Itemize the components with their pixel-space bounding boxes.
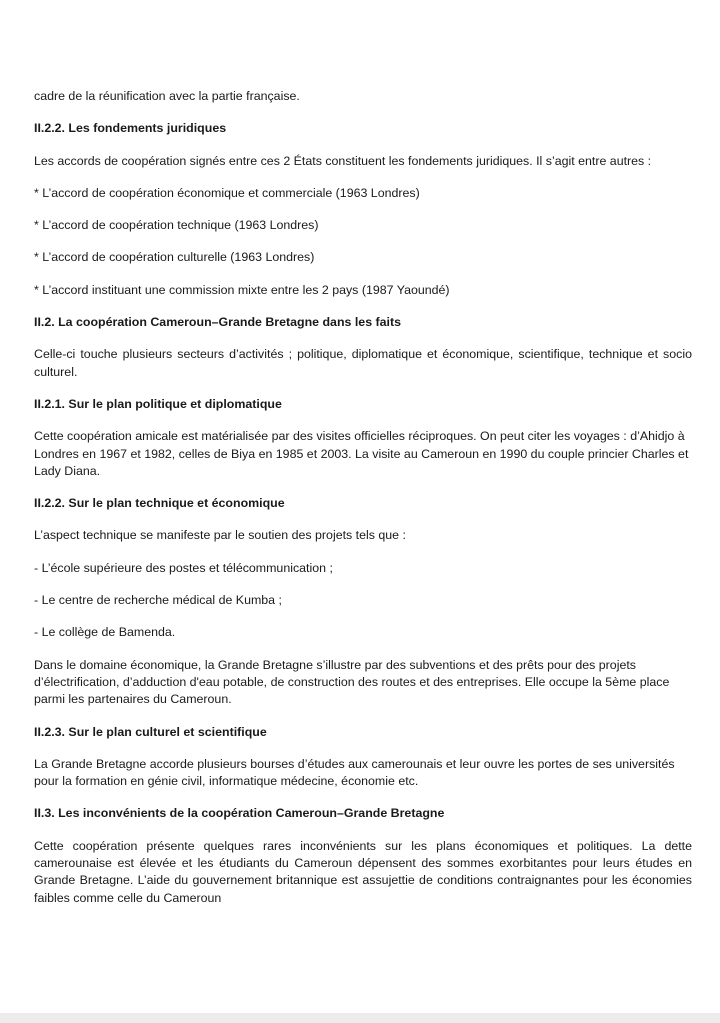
heading-inconvenients: II.3. Les inconvénients de la coopération Cameroun–Grande Bretagne [34, 806, 445, 821]
paragraph-inconvenients: Cette coopération présente quelques rares inconvénients sur les plans économiques et politiques. La dette camerounaise est élevée et les étudiants du Cameroun dépensent des sommes exorbitantes pour leurs études en Grande Bretagne. L’aide du gouvernement britannique est assujettie de conditions contraignantes pour les économies faibles comme celle du Cameroun [34, 838, 692, 905]
heading-fondements-juridiques: II.2.2. Les fondements juridiques [34, 121, 227, 136]
heading-cooperation-faits: II.2. La coopération Cameroun–Grande Bretagne dans les faits [34, 315, 402, 330]
heading-plan-politique: II.2.1. Sur le plan politique et diplomatique [34, 396, 282, 411]
list-item-accord-economique: * L’accord de coopération économique et commerciale (1963 Londres) [34, 185, 420, 200]
list-item-accord-culturel: * L’accord de coopération culturelle (1963 Londres) [34, 250, 315, 265]
paragraph-accords-intro: Les accords de coopération signés entre ces 2 États constituent les fondements juridiques. Il s’agit entre autres : [34, 153, 652, 168]
list-item-commission-mixte: * L’accord instituant une commission mixte entre les 2 pays (1987 Yaoundé) [34, 282, 450, 297]
heading-plan-technique: II.2.2. Sur le plan technique et économique [34, 496, 285, 511]
paragraph-domaine-economique: Dans le domaine économique, la Grande Bretagne s’illustre par des subventions et des prêts pour des projets d’électrification, d’adduction d'eau potable, de construction des routes et des entreprises. Elle occupe la 5ème place parmi les partenaires du Cameroun. [34, 657, 670, 707]
paragraph-reunification: cadre de la réunification avec la partie française. [34, 89, 300, 103]
list-item-ecole-postes: - L’école supérieure des postes et télécommunication ; [34, 560, 333, 575]
heading-plan-culturel: II.2.3. Sur le plan culturel et scientifique [34, 724, 267, 739]
paragraph-secteurs: Celle-ci touche plusieurs secteurs d’activités ; politique, diplomatique et économique, scientifique, technique et socio culturel. [34, 347, 692, 379]
paragraph-visites-officielles: Cette coopération amicale est matérialisée par des visites officielles réciproques. On peut citer les voyages : d’Ahidjo à Londres en 1967 et 1982, celles de Biya en 1985 et 2003. La visite au Cameroun en 1990 du couple princier Charles et Lady Diana. [34, 429, 689, 478]
list-item-centre-kumba: - Le centre de recherche médical de Kumba ; [34, 593, 282, 608]
list-item-accord-technique: * L’accord de coopération technique (1963 Londres) [34, 218, 319, 233]
list-item-college-bamenda: - Le collège de Bamenda. [34, 625, 176, 640]
paragraph-aspect-technique: L’aspect technique se manifeste par le soutien des projets tels que : [34, 528, 406, 543]
paragraph-bourses: La Grande Bretagne accorde plusieurs bourses d’études aux camerounais et leur ouvre les portes de ses universités pour la formation en génie civil, informatique médecine, économie etc. [34, 756, 675, 789]
